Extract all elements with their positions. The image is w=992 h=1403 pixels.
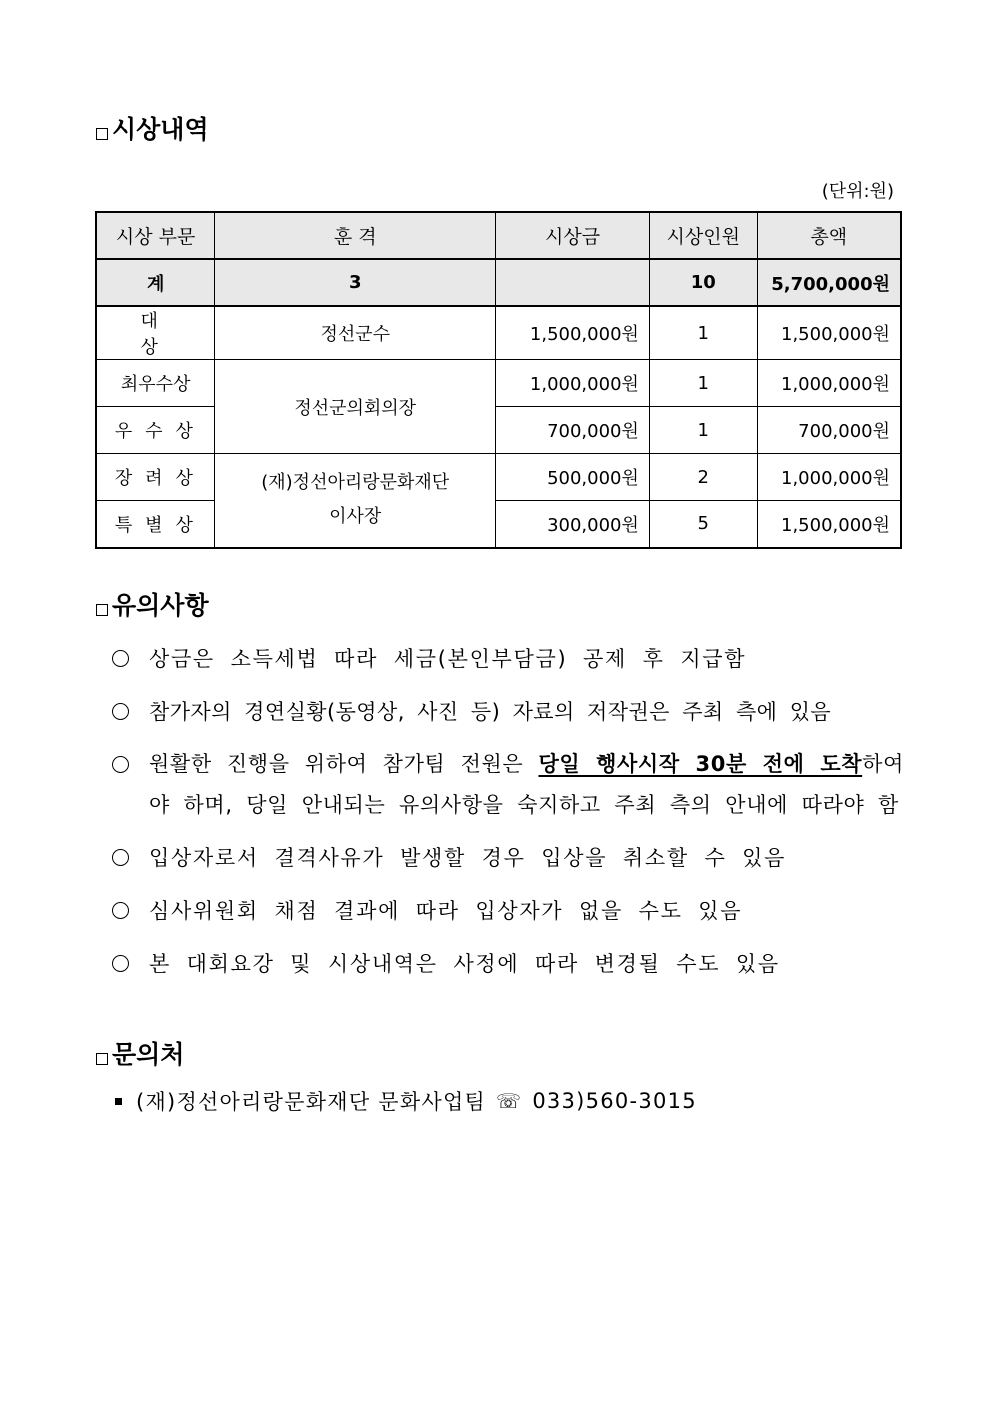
row-total: 1,500,000원 xyxy=(757,501,901,548)
list-item: 본 대회요강 및 시상내역은 사정에 따라 변경될 수도 있음 xyxy=(112,943,904,985)
row-count: 5 xyxy=(649,501,757,548)
row-prize: 700,000원 xyxy=(496,407,650,454)
total-amount: 5,700,000원 xyxy=(757,259,901,306)
row-category: 특 별 상 xyxy=(96,501,215,548)
list-item: 상금은 소득세법 따라 세금(본인부담금) 공제 후 지급함 xyxy=(112,638,904,680)
arrival-text-after: 하여야 하며, 당일 안내되는 유의사항을 숙지하고 주최 측의 안내에 따라야 함 xyxy=(149,752,904,817)
table-total-row xyxy=(96,259,901,306)
header-prize: 시상금 xyxy=(496,212,650,259)
table-row xyxy=(96,360,901,407)
row-category: 대 상 xyxy=(96,306,215,360)
list-item: 입상자로서 결격사유가 발생할 경우 입상을 취소할 수 있음 xyxy=(112,837,904,879)
square-bullet-icon xyxy=(96,1053,108,1065)
arrival-emphasis: 당일 행사시작 30분 전에 도착 xyxy=(538,752,863,776)
header-count: 시상인원 xyxy=(649,212,757,259)
total-category: 계 xyxy=(96,259,215,306)
square-bullet-icon xyxy=(96,604,108,616)
circle-bullet-icon xyxy=(112,849,129,866)
unit-label: (단위:원) xyxy=(821,181,894,202)
row-count: 2 xyxy=(649,454,757,501)
contact-line xyxy=(115,1086,697,1116)
square-bullet-icon xyxy=(96,128,108,140)
row-total: 700,000원 xyxy=(757,407,901,454)
circle-bullet-icon xyxy=(112,955,129,972)
row-category: 우 수 상 xyxy=(96,407,215,454)
list-item: 참가자의 경연실황(동영상, 사진 등) 자료의 저작권은 주최 측에 있음 xyxy=(112,691,904,733)
list-item xyxy=(112,744,904,826)
row-prize: 1,500,000원 xyxy=(496,306,650,360)
header-total: 총액 xyxy=(757,212,901,259)
circle-bullet-icon xyxy=(112,650,129,667)
row-total: 1,500,000원 xyxy=(757,306,901,360)
total-prize xyxy=(496,259,650,306)
row-total: 1,000,000원 xyxy=(757,454,901,501)
row-prize: 300,000원 xyxy=(496,501,650,548)
awards-table xyxy=(95,211,902,549)
row-honor: 정선군의회의장 xyxy=(215,360,496,454)
circle-bullet-icon xyxy=(112,703,129,720)
total-count: 10 xyxy=(649,259,757,306)
list-item: 심사위원회 채점 결과에 따라 입상자가 없을 수도 있음 xyxy=(112,890,904,932)
row-prize: 1,000,000원 xyxy=(496,360,650,407)
header-honor: 훈 격 xyxy=(215,212,496,259)
row-count: 1 xyxy=(649,306,757,360)
total-title-count: 3 xyxy=(215,259,496,306)
awards-section-title: 시상내역 xyxy=(96,117,209,142)
table-header-row xyxy=(96,212,901,259)
row-honor xyxy=(215,454,496,548)
row-total: 1,000,000원 xyxy=(757,360,901,407)
table-row xyxy=(96,306,901,360)
honor-line-1: (재)정선아리랑문화재단 xyxy=(261,472,450,494)
row-category: 장 려 상 xyxy=(96,454,215,501)
contact-phone: 033)560-3015 xyxy=(532,1089,697,1113)
arrival-text-before: 원활한 진행을 위하여 참가팀 전원은 xyxy=(149,752,539,776)
circle-bullet-icon xyxy=(112,756,129,773)
notes-section-title: 유의사항 xyxy=(96,593,209,618)
row-prize: 500,000원 xyxy=(496,454,650,501)
contact-org: (재)정선아리랑문화재단 문화사업팀 xyxy=(136,1090,487,1114)
table-row xyxy=(96,454,901,501)
row-category: 최우수상 xyxy=(96,360,215,407)
row-honor: 정선군수 xyxy=(215,306,496,360)
row-count: 1 xyxy=(649,407,757,454)
square-filled-bullet-icon xyxy=(115,1098,122,1105)
row-count: 1 xyxy=(649,360,757,407)
contact-section-title: 문의처 xyxy=(96,1042,184,1067)
notes-list xyxy=(112,638,904,996)
honor-line-2: 이사장 xyxy=(329,506,382,528)
header-category: 시상 부문 xyxy=(96,212,215,259)
phone-icon: ☏ xyxy=(496,1089,523,1113)
circle-bullet-icon xyxy=(112,902,129,919)
